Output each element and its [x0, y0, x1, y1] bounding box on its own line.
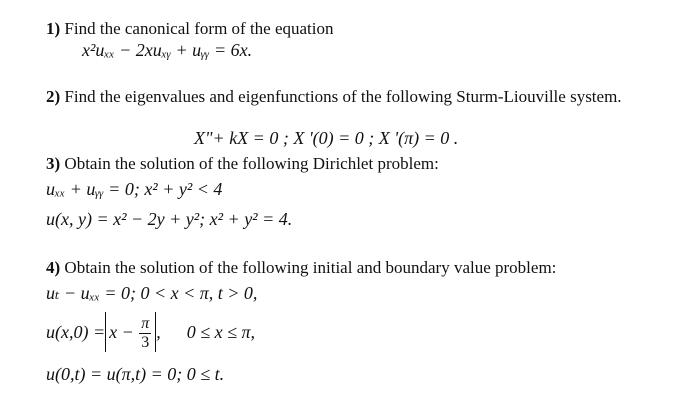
- problem-1-statement: Find the canonical form of the equation: [64, 19, 334, 38]
- problem-2-equation: X"+ kX = 0 ; X '(0) = 0 ; X '(π) = 0 .: [194, 128, 459, 148]
- problem-3-equation-1: uₓₓ + uᵧᵧ = 0; x² + y² < 4: [46, 179, 223, 199]
- problem-4-equation-2: [46, 310, 255, 354]
- problem-2-number: 2): [46, 87, 61, 106]
- initial-condition-lhs: u(x,0) =: [46, 322, 106, 342]
- abs-term: x −: [109, 322, 134, 342]
- problem-3-statement: Obtain the solution of the following Dirichlet problem:: [64, 154, 439, 173]
- absolute-value: [105, 312, 156, 352]
- problem-4-equation-1: uₜ − uₓₓ = 0; 0 < x < π, t > 0,: [46, 283, 258, 303]
- problem-4-equation-3: u(0,t) = u(π,t) = 0; 0 ≤ t.: [46, 364, 225, 384]
- problem-3-equation-2: u(x, y) = x² − 2y + y²; x² + y² = 4.: [46, 209, 293, 229]
- initial-condition-comma: ,: [156, 322, 161, 342]
- problem-4-number: 4): [46, 258, 61, 277]
- problem-4-statement: Obtain the solution of the following initial and boundary value problem:: [64, 258, 557, 277]
- problem-4: [46, 259, 556, 276]
- fraction-denominator: 3: [141, 334, 150, 352]
- fraction-numerator: π: [141, 315, 150, 333]
- fraction-pi-over-3: [139, 315, 151, 352]
- problem-1: [46, 20, 334, 37]
- problem-1-number: 1): [46, 19, 61, 38]
- problem-2: [46, 88, 622, 105]
- problem-1-equation: x²uₓₓ − 2xuₓᵧ + uᵧᵧ = 6x.: [82, 40, 253, 60]
- initial-condition-domain: 0 ≤ x ≤ π,: [186, 322, 256, 342]
- problem-2-statement: Find the eigenvalues and eigenfunctions of the following Sturm-Liouville system.: [64, 87, 622, 106]
- problem-3: [46, 155, 439, 172]
- problem-3-number: 3): [46, 154, 61, 173]
